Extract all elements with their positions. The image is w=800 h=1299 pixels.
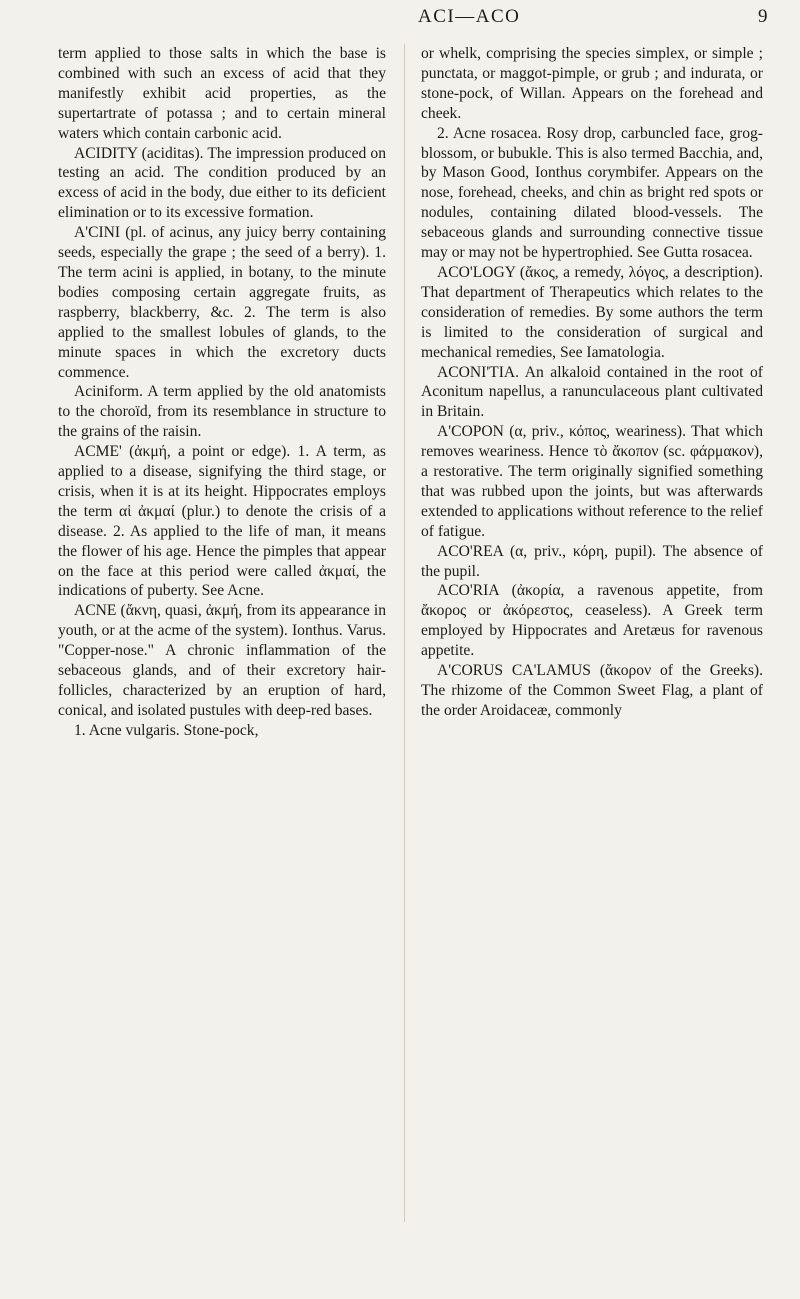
- column-divider: [404, 44, 405, 1222]
- entry-acme: ACME' (ἀκμή, a point or edge). 1. A term, as applied to a disease, signifying the third stage, or crisis, when it is at its height. Hippocrates employs the term αἱ ἀκμαί (plur.) to denote the crisis of a disease. 2. As applied to the life of man, it means the flower of his age. Hence the pimples that appear on the face at this period were called ἀκμαί, the indications of puberty. See Acne.: [58, 443, 386, 600]
- entry-acne-vulgaris: 1. Acne vulgaris. Stone-pock,: [74, 721, 259, 739]
- entry-acne-vulgaris-continued: or whelk, comprising the species simplex, or simple ; punctata, or maggot-pimple, or grub ; and indurata, or stone-pock, of Willan. Appears on the forehead and cheek.: [421, 45, 763, 122]
- entry-acidity: ACIDITY (aciditas). The impression produced on testing an acid. The condition produced by an excess of acid in the body, due either to its deficient elimination or to its excessive formation.: [58, 144, 386, 222]
- entry-acorus-calamus: A'CORUS CA'LAMUS (ἄκορον of the Greeks). The rhizome of the Common Sweet Flag, a plant of the order Aroidaceæ, commonly: [421, 662, 763, 719]
- entry-continuation: term applied to those salts in which the base is combined with such an excess of acid that they manifestly exhibit acid properties, as the supertartrate of potassa ; and to certain mineral waters which contain carbonic acid.: [58, 45, 386, 142]
- right-column: [421, 44, 763, 721]
- entry-acne: ACNE (ἄκνη, quasi, ἀκμή, from its appearance in youth, or at the acme of the system). Ionthus. Varus. "Copper-nose." A chronic inflammation of the sebaceous glands, and of their excretory hair-follicles, characterized by an eruption of hard, conical, and isolated pustules with deep-red bases.: [58, 602, 386, 719]
- entry-aconitia: ACONI'TIA. An alkaloid contained in the root of Aconitum napellus, a ranunculaceous plant cultivated in Britain.: [421, 363, 763, 421]
- entry-acoria: ACO'RIA (ἀκορία, a ravenous appetite, from ἄκορος or ἀκόρεστος, ceaseless). A Greek term employed by Hippocrates and Aretæus for ravenous appetite.: [421, 582, 763, 660]
- entry-acology: ACO'LOGY (ἄκος, a remedy, λόγος, a description). That department of Therapeutics which relates to the consideration of remedies. By some authors the term is limited to the consideration of surgical and mechanical remedies, See Iamatologia.: [421, 263, 763, 361]
- running-head-title: ACI—ACO: [418, 6, 521, 27]
- entry-acopon: A'COPON (α, priv., κόπος, weariness). That which removes weariness. Hence τὸ ἄκοπον (sc. φάρμακον), a restorative. The term originally signified something that was rubbed upon the joints, but was afterwards extended to applications without reference to the relief of fatigue.: [421, 423, 763, 540]
- entry-acorea: ACO'REA (α, priv., κόρη, pupil). The absence of the pupil.: [421, 542, 763, 580]
- entry-acini: A'CINI (pl. of acinus, any juicy berry containing seeds, especially the grape ; the seed of a berry). 1. The term acini is applied, in botany, to the minute bodies composing certain aggregate fruits, as raspberry, blackberry, &c. 2. The term is also applied to the smallest lobules of glands, to the minute spaces in which the excretory ducts commence.: [58, 224, 386, 381]
- entry-aciniform: Aciniform. A term applied by the old anatomists to the choroïd, from its resemblance in structure to the grains of the raisin.: [58, 383, 386, 441]
- running-head: [0, 6, 800, 34]
- left-column: [58, 44, 386, 741]
- entry-acne-rosacea: 2. Acne rosacea. Rosy drop, carbuncled face, grog-blossom, or bubukle. This is also termed Bacchia, and, by Mason Good, Ionthus corymbifer. Appears on the nose, forehead, cheeks, and chin as bright red spots or nodules, containing dilated blood-vessels. The sebaceous glands and surrounding connective tissue may or may not be hypertrophied. See Gutta rosacea.: [421, 124, 763, 262]
- page-number: 9: [758, 6, 768, 27]
